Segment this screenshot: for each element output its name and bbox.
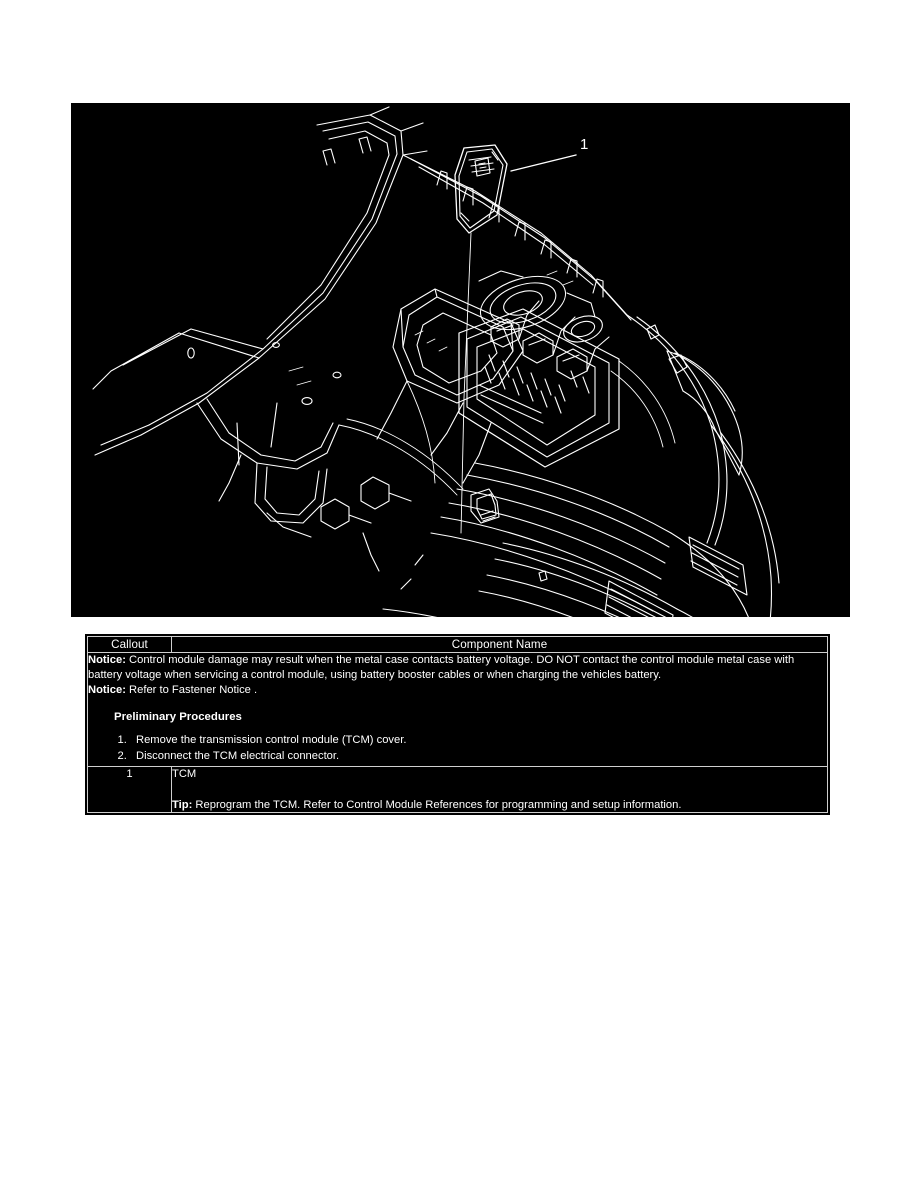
notice-2-text: Refer to Fastener Notice . xyxy=(125,684,258,697)
row-callout-number: 1 xyxy=(88,766,172,813)
notice-2 xyxy=(88,683,827,698)
tip-label: Tip: xyxy=(172,798,193,811)
notice-row xyxy=(88,653,828,766)
component-location-illustration xyxy=(71,103,850,617)
preliminary-procedures-heading: Preliminary Procedures xyxy=(114,711,242,724)
notice-1-label: Notice: xyxy=(88,654,126,667)
component-table xyxy=(85,634,830,815)
notice-cell xyxy=(88,653,828,766)
row-component-name: TCM xyxy=(172,767,197,780)
component-table-grid xyxy=(87,636,828,813)
preliminary-step-2: 2. Disconnect the TCM electrical connector. xyxy=(130,749,827,764)
notice-2-label: Notice: xyxy=(88,684,126,697)
callout-1-label: 1 xyxy=(580,136,589,153)
illustration-linework xyxy=(71,103,850,617)
notice-1 xyxy=(88,653,827,683)
illustration-background xyxy=(71,103,850,617)
table-header-row xyxy=(88,637,828,653)
tip-text: Reprogram the TCM. Refer to Control Module References for programming and setup information. xyxy=(192,798,682,811)
header-component-name: Component Name xyxy=(172,637,828,653)
notice-1-text: Control module damage may result when the metal case contacts battery voltage. DO NOT contact the control module metal case with battery voltage when servicing a control module, using battery booster cables or when charging the vehicles battery. xyxy=(88,654,795,682)
preliminary-step-1: 1. Remove the transmission control module (TCM) cover. xyxy=(130,733,827,748)
table-row xyxy=(88,766,828,813)
preliminary-procedures-list xyxy=(88,733,827,764)
header-callout: Callout xyxy=(88,637,172,653)
row-component-cell xyxy=(172,766,828,813)
row-component-tip xyxy=(172,798,827,813)
